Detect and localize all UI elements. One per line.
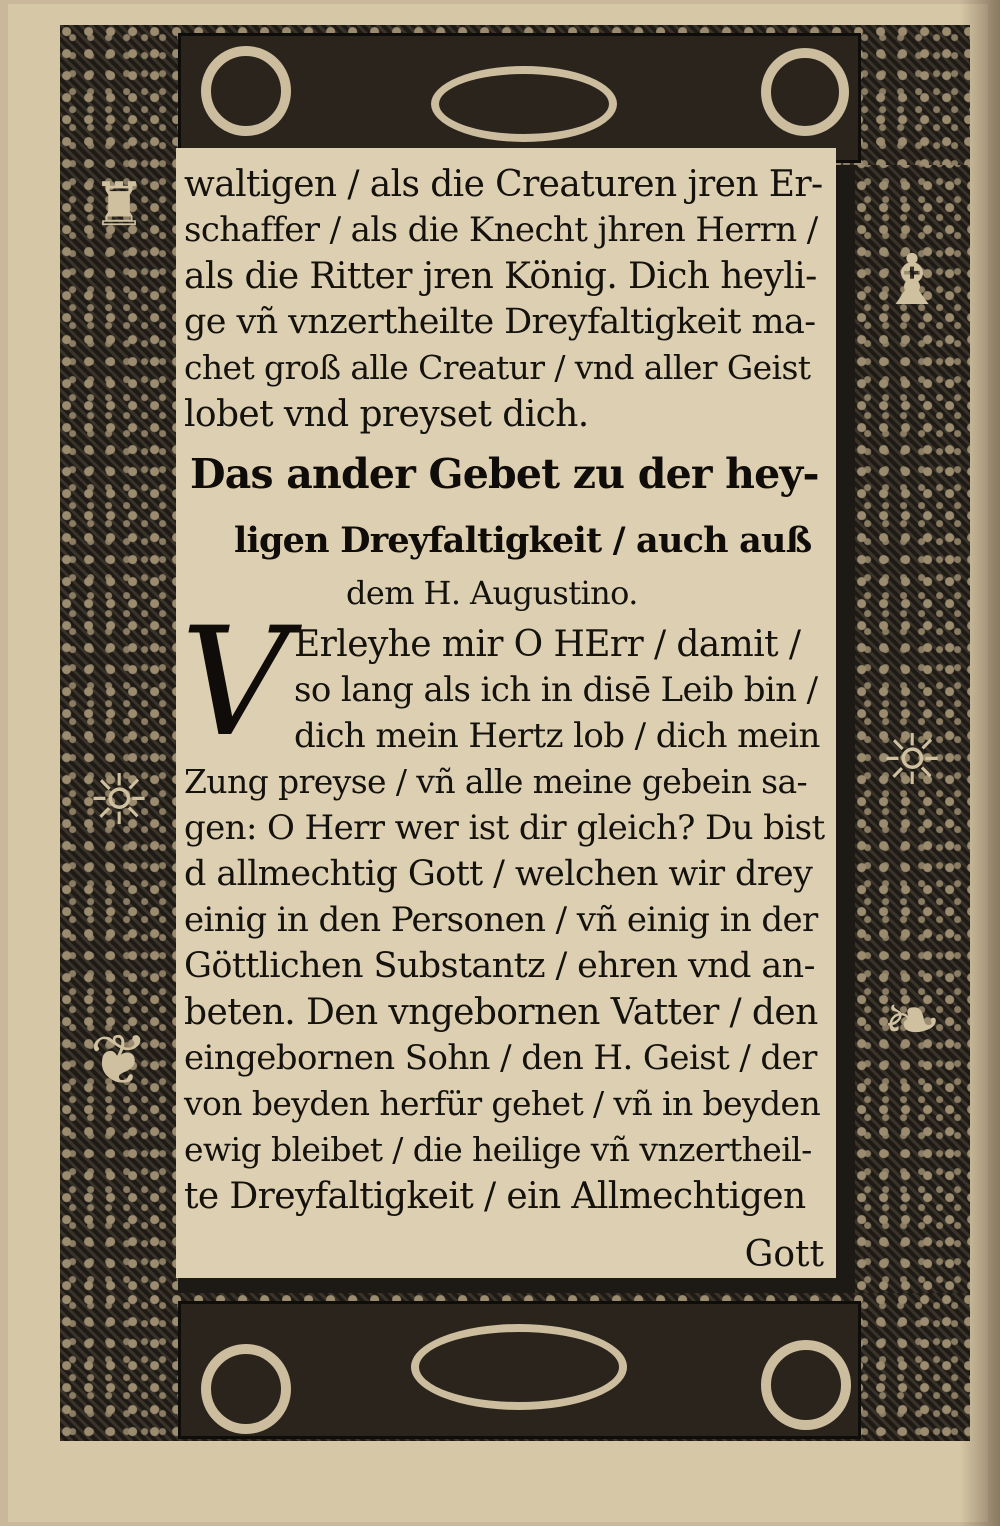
text-line: beten. Den vngebornen Vatter / den <box>184 992 818 1033</box>
text-line: so lang als ich in disē Leib bin / <box>294 670 818 710</box>
foliage-ornament: ❦ <box>89 1019 149 1101</box>
catchword: Gott <box>744 1234 824 1275</box>
section-heading: Das ander Gebet zu der hey- <box>190 450 819 498</box>
text-line: chet groß alle Creatur / vnd aller Geist <box>184 348 811 387</box>
text-line: Zung preyse / vñ alle meine gebein sa- <box>184 762 808 801</box>
text-line: Erleyhe mir O HErr / damit / <box>294 624 801 665</box>
text-line: dich mein Hertz lob / dich mein <box>294 716 820 756</box>
scroll-ornament <box>201 1344 291 1434</box>
section-heading: ligen Dreyfaltigkeit / auch auß <box>234 520 812 561</box>
figure-ornament: ♝ <box>880 239 944 321</box>
text-line: te Dreyfaltigkeit / ein Allmechtigen <box>184 1176 806 1217</box>
scroll-ornament <box>431 66 617 142</box>
text-line: Göttlichen Substantz / ehren vnd an- <box>184 946 815 986</box>
text-line: d allmechtig Gott / welchen wir drey <box>184 854 813 894</box>
text-line: einig in den Personen / vñ einig in der <box>184 900 818 940</box>
mask-ornament: ☼ <box>880 719 944 801</box>
text-line: als die Ritter jren König. Dich heyli- <box>184 256 817 297</box>
scroll-ornament <box>201 46 291 136</box>
lion-mask-ornament: ☼ <box>87 759 151 841</box>
text-line: waltigen / als die Creaturen jren Er- <box>184 164 823 205</box>
drop-cap: V <box>180 596 290 770</box>
scroll-ornament <box>761 1340 851 1430</box>
figure-ornament: ♜ <box>92 170 146 240</box>
section-subheading: dem H. Augustino. <box>346 574 638 612</box>
text-line: eingebornen Sohn / den H. Geist / der <box>184 1038 817 1078</box>
text-line: lobet vnd preyset dich. <box>184 394 589 435</box>
scroll-ornament <box>411 1324 627 1410</box>
text-line: ge vñ vnzertheilte Dreyfaltigkeit ma- <box>184 302 816 342</box>
text-line: ewig bleibet / die heilige vñ vnzertheil- <box>184 1130 812 1169</box>
bottom-scroll-panel <box>178 1301 861 1439</box>
scroll-ornament <box>761 48 849 136</box>
top-scroll-panel <box>178 33 861 163</box>
text-line: schaffer / als die Knecht jhren Herrn / <box>184 210 818 250</box>
foliage-ornament: ❧ <box>882 979 942 1061</box>
text-block <box>176 148 836 1278</box>
text-line: gen: O Herr wer ist dir gleich? Du bist <box>184 808 825 848</box>
text-line: von beyden herfür gehet / vñ in beyden <box>184 1084 821 1123</box>
